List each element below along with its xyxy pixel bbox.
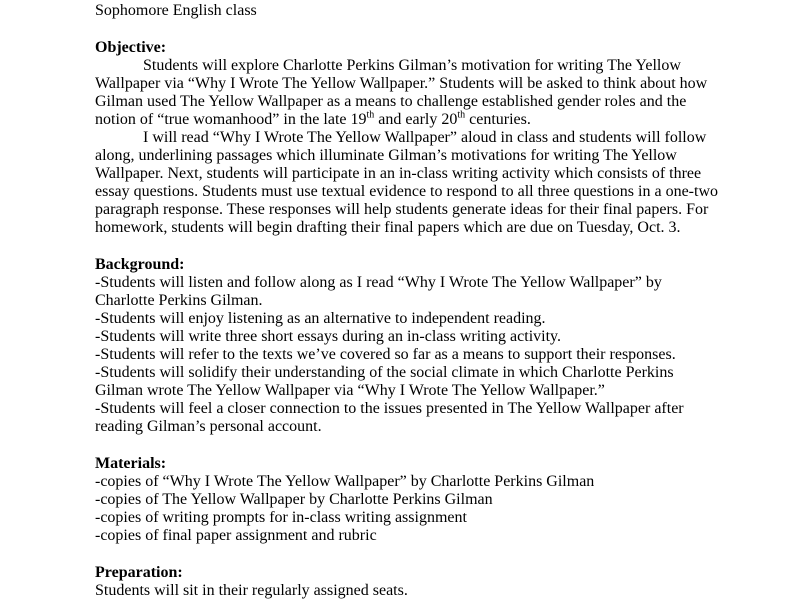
- objective-text-line: along, underlining passages which illuminate Gilman’s motivations for writing The Yellow: [95, 147, 677, 164]
- background-line: -Students will write three short essays during an in-class writing activity.: [95, 328, 561, 345]
- materials-line: -copies of writing prompts for in-class writing assignment: [95, 509, 467, 526]
- materials-line: -copies of “Why I Wrote The Yellow Wallpaper” by Charlotte Perkins Gilman: [95, 473, 595, 490]
- background-line: Gilman wrote The Yellow Wallpaper via “Why I Wrote The Yellow Wallpaper.”: [95, 382, 605, 399]
- background-line: -Students will enjoy listening as an alternative to independent reading.: [95, 310, 546, 327]
- objective-text-line: Wallpaper via “Why I Wrote The Yellow Wallpaper.” Students will be asked to think about how: [95, 75, 708, 92]
- background-line: Charlotte Perkins Gilman.: [95, 292, 263, 309]
- background-line: -Students will feel a closer connection to the issues presented in The Yellow Wallpaper after: [95, 400, 684, 417]
- objective-text-line: paragraph response. These responses will help students generate ideas for their final papers. For: [95, 201, 709, 218]
- preparation-heading: Preparation:: [95, 564, 183, 581]
- objective-text-line: [95, 111, 531, 129]
- class-line: Sophomore English class: [95, 2, 257, 19]
- materials-line: -copies of final paper assignment and rubric: [95, 527, 377, 544]
- background-line: -Students will solidify their understanding of the social climate in which Charlotte Perkins: [95, 364, 674, 381]
- objective-text-line: homework, students will begin drafting their final papers which are due on Tuesday, Oct. 3.: [95, 219, 681, 236]
- objective-text-line: Gilman used The Yellow Wallpaper as a means to challenge established gender roles and the: [95, 93, 687, 110]
- superscript: th: [457, 109, 466, 121]
- objective-text-line: Wallpaper. Next, students will participate in an in-class writing activity which consists of three: [95, 165, 702, 182]
- materials-heading: Materials:: [95, 455, 167, 472]
- objective-text-segment: and early 20: [374, 111, 458, 128]
- objective-text-line: I will read “Why I Wrote The Yellow Wallpaper” aloud in class and students will follow: [143, 129, 707, 146]
- objective-text-line: Students will explore Charlotte Perkins Gilman’s motivation for writing The Yellow: [143, 57, 681, 74]
- background-line: -Students will refer to the texts we’ve covered so far as a means to support their responses.: [95, 346, 676, 363]
- materials-line: -copies of The Yellow Wallpaper by Charlotte Perkins Gilman: [95, 491, 493, 508]
- background-line: -Students will listen and follow along as I read “Why I Wrote The Yellow Wallpaper” by: [95, 274, 662, 291]
- preparation-line: Students will sit in their regularly assigned seats.: [95, 582, 408, 599]
- background-heading: Background:: [95, 256, 185, 273]
- objective-text-segment: centuries.: [465, 111, 531, 128]
- objective-text-line: essay questions. Students must use textual evidence to respond to all three questions in a one-two: [95, 183, 718, 200]
- background-line: reading Gilman’s personal account.: [95, 418, 322, 435]
- superscript: th: [366, 109, 375, 121]
- objective-text-segment: notion of “true womanhood” in the late 19: [95, 111, 367, 128]
- objective-heading: Objective:: [95, 39, 167, 56]
